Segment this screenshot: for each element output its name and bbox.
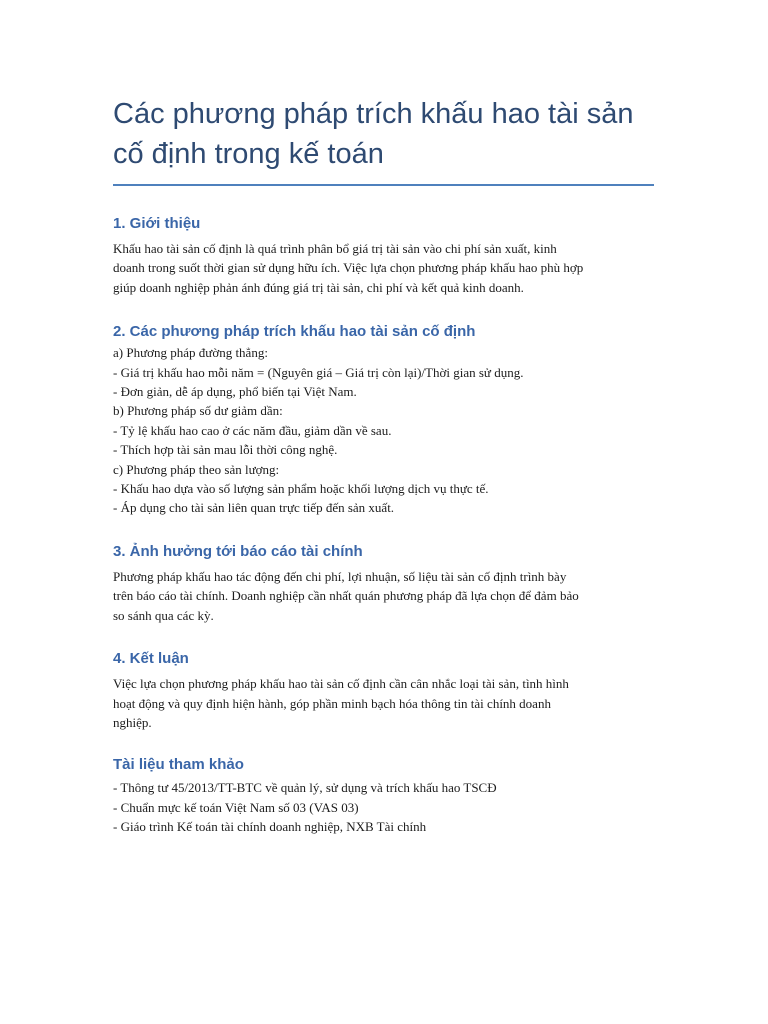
text-line: so sánh qua các kỳ. [113, 607, 214, 623]
section-conclusion [113, 649, 656, 732]
references-list [113, 778, 656, 836]
document-page [113, 94, 656, 837]
section-heading: 1. Giới thiệu [113, 215, 201, 232]
text-line: c) Phương pháp theo sản lượng: [113, 461, 280, 477]
text-line: - Thích hợp tài sản mau lỗi thời công nghệ. [113, 442, 338, 458]
text-line: - Giá trị khấu hao mỗi năm = (Nguyên giá – Giá trị còn lại)/Thời gian sử dụng. [113, 364, 524, 380]
text-line: - Khấu hao dựa vào số lượng sản phẩm hoặc khối lượng dịch vụ thực tế. [113, 481, 489, 497]
reference-item: - Thông tư 45/2013/TT-BTC về quản lý, sử dụng và trích khấu hao TSCĐ [113, 780, 497, 796]
text-line: - Áp dụng cho tài sản liên quan trực tiếp đến sản xuất. [113, 500, 395, 516]
text-line: hoạt động và quy định hiện hành, góp phần minh bạch hóa thông tin tài chính doanh [113, 695, 551, 711]
text-line: a) Phương pháp đường thẳng: [113, 345, 268, 361]
section-methods [113, 322, 656, 518]
section-body [113, 343, 656, 518]
section-heading: 4. Kết luận [113, 650, 189, 668]
title-line-1: Các phương pháp trích khấu hao tài sản [113, 98, 634, 130]
text-line: Việc lựa chọn phương pháp khấu hao tài sản cố định cần cân nhắc loại tài sản, tình hình [113, 676, 569, 692]
section-heading: Tài liệu tham khảo [113, 756, 244, 774]
section-body [113, 239, 656, 297]
document-title [113, 94, 656, 174]
section-heading: 2. Các phương pháp trích khấu hao tài sản cố định [113, 323, 476, 341]
text-line: trên báo cáo tài chính. Doanh nghiệp cần nhất quán phương pháp đã lựa chọn để đảm bảo [113, 588, 579, 604]
section-heading: 3. Ảnh hưởng tới báo cáo tài chính [113, 542, 363, 560]
text-line: doanh trong suốt thời gian sử dụng hữu ích. Việc lựa chọn phương pháp khấu hao phù hợp [113, 260, 584, 276]
section-body [113, 567, 656, 625]
section-references [113, 755, 656, 836]
section-introduction [113, 214, 656, 297]
text-line: Phương pháp khấu hao tác động đến chi phí, lợi nhuận, số liệu tài sản cố định trình bày [113, 568, 567, 584]
text-line: - Đơn giản, dễ áp dụng, phổ biến tại Việt Nam. [113, 384, 357, 400]
section-body [113, 674, 656, 732]
reference-item: - Giáo trình Kế toán tài chính doanh nghiệp, NXB Tài chính [113, 819, 427, 835]
section-financial-impact [113, 542, 656, 625]
text-line: giúp doanh nghiệp phản ánh đúng giá trị tài sản, chi phí và kết quả kinh doanh. [113, 279, 524, 295]
title-divider [113, 184, 654, 186]
text-line: - Tỷ lệ khấu hao cao ở các năm đầu, giảm dần về sau. [113, 422, 392, 438]
title-line-2: cố định trong kế toán [113, 138, 384, 170]
text-line: nghiệp. [113, 714, 152, 730]
reference-item: - Chuẩn mực kế toán Việt Nam số 03 (VAS 03) [113, 799, 359, 815]
text-line: b) Phương pháp số dư giảm dần: [113, 403, 283, 419]
text-line: Khấu hao tài sản cố định là quá trình phân bổ giá trị tài sản vào chi phí sản xuất, kinh [113, 241, 557, 256]
